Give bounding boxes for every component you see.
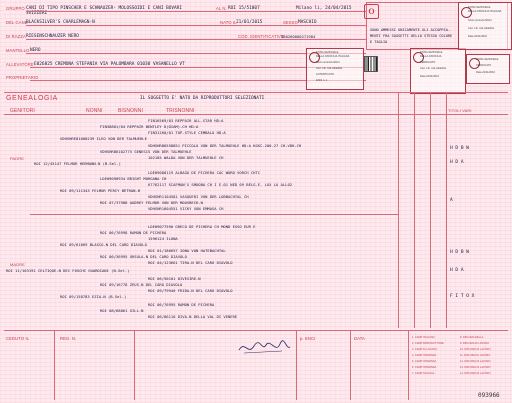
born-label: NATO IL	[220, 20, 237, 25]
title-entry: H D A	[450, 160, 464, 165]
ped-row: ROI 09/158783 EZIA-N (B.Sel.)	[60, 294, 127, 299]
ped-row: ROI 06/76995 RAMON DE PICHERA	[148, 302, 215, 307]
reg-label: AL N.	[216, 6, 227, 11]
col-great-grandparents: BISNONNI	[118, 108, 143, 114]
breeder-value: E026825 CREMONA STEFANIA VIA PALOMBARA 01030 VASANELLO VT	[34, 61, 185, 67]
ped-row: 1596124 ILONA	[148, 236, 178, 241]
ped-row: ROI 11/103191 CELTIQUE-N DEI FOSCHI GUARDIANI (B.Sel.)	[6, 268, 130, 273]
group-label: GRUPPO	[6, 6, 25, 11]
ped-row: ROI 06/36995 URSULA-N DEL CARO DIAVOLO	[100, 254, 187, 259]
col-titles: TITOLI VARI	[448, 108, 472, 113]
coat-value: NERO	[30, 47, 41, 53]
coat-label: MANTELLO	[6, 48, 30, 53]
ped-row: ROI 08/68861 GILL-N	[100, 308, 144, 313]
col-gg-grandparents: TRISNONNI	[166, 108, 195, 114]
ped-row: ROI 07/37988 AUDREY FELMOR VON DER MOOSBECK-N	[100, 200, 203, 205]
ped-row: FIN16569/03 REPPAIR ALL-STAR HD:A	[148, 118, 224, 123]
col-grandparents: NONNI	[86, 108, 103, 114]
page-number: 093966	[478, 392, 500, 399]
breed-value: RIESENSCHNAUZER NERO	[26, 33, 79, 39]
title-entry: H D B W	[450, 250, 469, 255]
reg-value: ROI 15/51807	[228, 5, 260, 11]
enci-logo: O	[364, 4, 379, 19]
ped-row: 102185 WALDA VON DER TALMUEHLE CH	[148, 155, 224, 160]
reg-n-label: REG. N.	[60, 336, 77, 341]
ped-row: VDHSHR86102775 GENESIS VON DER TALMUEHLE	[100, 149, 192, 154]
title-entry: F I T O X	[450, 294, 475, 299]
ped-row: VDHSHR1104581 VASQUERI VON DER LOBBACHTAL CH	[148, 194, 249, 199]
ped-row: ROI 09/79940 FRIDA-N DEL CARO DIAVOLO	[148, 288, 233, 293]
stamp-1: ENTE NAZIONALE DELLA CINOFILIA ITALIANA Socio onorario ENCI Cert. Lib. Cat.Addebito AUTENTICATO ENCI n. 1	[306, 48, 364, 90]
breed-label: DI RAZZA	[6, 34, 26, 39]
barcode-sticker	[364, 56, 378, 72]
title-entry: A	[450, 198, 453, 203]
ped-row: ROI 09/16778 ZEUS-N DEL CARO DIAVOLO	[100, 282, 183, 287]
id-label: COD. IDENTIFICATIVO	[238, 34, 285, 39]
owner-label: PROPRIETARIO	[6, 75, 39, 80]
ped-row: LOE09077590 GRECO DE PICHERA CH MOND ESSO EUR E	[148, 224, 256, 229]
ped-row: VDHSHR1604551 VICKY VON EMMASA CH	[148, 206, 224, 211]
ped-row: ROI 09/111343 FELMOR PERCY BETRAN-B	[60, 188, 141, 193]
ped-row: 67762117 SCAFMAN'S SMOOBA CH I E.01 NED 09 BELG.E. LUX LU ALL02	[148, 182, 293, 187]
ped-row: LOE09090934 BRIGHT MORGANA CH	[100, 176, 167, 181]
col-parents: GENITORI	[10, 108, 35, 114]
father-label: PADRE	[10, 156, 24, 161]
place-date: Milano li, 24/04/2015	[296, 5, 352, 11]
title-entry: H D B W	[450, 146, 469, 151]
ped-row: ROI 09/61669 BLASCO-N DEL CARO DIAVOLO	[60, 242, 147, 247]
enci-label: p. ENCI	[300, 336, 316, 341]
stamp-2: ENTE NAZIONALE DELLA CINOFILIA VERIFICATO Cert. Lib. Cat.Addebito Data 22/11/2016	[410, 48, 466, 94]
sex-label: SESSO	[283, 20, 298, 25]
title-entry: H D A	[450, 268, 464, 273]
mother-label: MADRE	[10, 262, 25, 267]
ped-row: FIN38801/04 REPPAIR BENTLEY D(DIAM)-CH HD:A	[100, 124, 199, 129]
ped-row: LOE09080119 ALBAGO DE PICHERA CAC WORD VORCH CHTC	[148, 170, 261, 175]
ped-row: VDHSHRE81008239 ILEO VON DER TALMUEHLE	[60, 136, 147, 141]
ped-row: FIN31260/01 TOP-STYLE CEMBALO HD:A	[148, 130, 226, 135]
director-signature	[236, 338, 292, 358]
ped-row: ROI 01/186657 IONA VON HATEBACHTAL	[148, 248, 226, 253]
note-line-2: MENTI FRA SOGGETTI DELLO STESSO COLORE	[370, 34, 453, 38]
ped-row: ROI 06/86110 DIVA-N DELLA VAL DI VENERE	[148, 314, 238, 319]
note-line-1: SONO AMMESSI UNICAMENTE GLI ACCOPPIA-	[370, 28, 451, 32]
stamp-4: ENTE NAZIONALE VERIFICATO Data 22/11/2016	[466, 54, 510, 84]
group-value: CANI DI TIPO PINSCHER E SCHNAUZER- MOLOSSOIDI E CANI BOVARI	[26, 5, 182, 11]
data-label: DATA	[354, 336, 365, 341]
note-line-3: E TAGLIA	[370, 40, 388, 44]
sex-value: MASCHIO	[298, 19, 317, 25]
born-value: 21/01/2015	[236, 19, 263, 25]
ped-row: VDHSHR86558851 PICCOLO VON DER TALMUEHLE HD:A KOSC.200.27 CH.VDH-CH	[148, 143, 302, 148]
stamp-3: ENTE NAZIONALE DELLA CINOFILIA ITALIANA Socio onorario ENCI Cert. Lib. Cat.Addebito Data 22/11/2016	[458, 2, 512, 50]
id-value: 380260000271984	[281, 33, 316, 39]
ped-row: ROI 06/76998 RAMON DE PICHERA	[100, 230, 167, 235]
ped-row: ROI 04/123661 TIRA-N DEL CARO DIAVOLO	[148, 260, 233, 265]
breeder-label: ALLEVATORE	[6, 62, 34, 67]
ped-row: ROI 12/45147 FELMOR HERMANN-N (B.Sel.)	[34, 161, 121, 166]
ped-row: ROI 06/50101 DIVESIRE-N	[148, 276, 201, 281]
dog-name-label: DEL CANE	[6, 20, 28, 25]
ceduto-label: CEDUTO IL	[6, 336, 30, 341]
pedigree-document: GRUPPO CANI DI TIPO PINSCHER E SCHNAUZER- MOLOSSOIDI E CANI BOVARI SVIZZERI AL N. ROI 15/51807 Milano li, 24/04/2015 DEL CANE BLACKSILVER'S CHARLEMAGN-N NATO IL 21/01/2015 SESSO MASCHIO DI RAZZA RIESENSCHNAUZER NERO COD. IDENTIFICATIVO 380260000271984 MANTELLO NERO ALLEVATORE E026825 CREMONA STEFANIA VIA PALOMBARA 01030 VASANELLO VT PROPRIETARIO SONO AMMESSI UNICAMENTE GLI ACCOPPIA- MENTI FRA SOGGETTI DELLO STESSO COLORE E TAGLIA O ENTE NAZIONALE DELLA CINOFILIA ITALIANA Socio onorario ENCI Cert. Lib. Cat.Addebito AUTENTICATO ENCI n. 1 ENTE NAZIONALE DELLA CINOFILIA VERIFICATO Cert. Lib. Cat.Addebito Data 22/11/2016 ENTE NAZIONALE DELLA CINOFILIA ITALIANA Socio onorario ENCI Cert. Lib. Cat.Addebito Data 22/11/2016 ENTE NAZIONALE VERIFICATO Data 22/11/2016 GENEALOGIA IL SOGGETTO E' NATO DA RIPRODUTTORI SELEZIONATI GENITORI NONNI BISNONNI TRISNONNI TITOLI VARI PADRE MADRE FIN16569/03 REPPAIR ALL-STAR HD:A FIN38801/04 REPPAIR BENTLEY D(DIAM)-CH HD:A FIN31260/01 TOP-STYLE CEMBALO HD:A VDHSHRE81008239 ILEO VON DER TALMUEHLE VDHSHR86558851 PICCOLO VON DER TALMUEHLE HD:A KOSC.200.27 CH.VDH-CH VDHSHR86102775 GENESIS VON DER TALMUEHLE 102185 WALDA VON DER TALMUEHLE CH ROI 12/45147 FELMOR HERMANN-N (B.Sel.) LOE09080119 ALBAGO DE PICHERA CAC WORD VORCH CHTC LOE09090934 BRIGHT MORGANA CH 67762117 SCAFMAN'S SMOOBA CH I E.01 NED 09 BELG.E. LUX LU ALL02 ROI 09/111343 FELMOR PERCY BETRAN-B VDHSHR1104581 VASQUERI VON DER LOBBACHTAL CH ROI 07/37988 AUDREY FELMOR VON DER MOOSBECK-N VDHSHR1604551 VICKY VON EMMASA CH LOE09077590 GRECO DE PICHERA CH MOND ESSO EUR E ROI 06/76998 RAMON DE PICHERA 1596124 ILONA ROI 09/61669 BLASCO-N DEL CARO DIAVOLO ROI 01/186657 IONA VON HATEBACHTAL ROI 06/36995 URSULA-N DEL CARO DIAVOLO ROI 04/123661 TIRA-N DEL CARO DIAVOLO ROI 11/103191 CELTIQUE-N DEI FOSCHI GUARDIANI (B.Sel.) ROI 06/50101 DIVESIRE-N ROI 09/16778 ZEUS-N DEL CARO DIAVOLO ROI 09/79940 FRIDA-N DEL CARO DIAVOLO ROI 09/158783 EZIA-N (B.Sel.) ROI 06/76995 RAMON DE PICHERA ROI 08/68861 GILL-N ROI 06/86110 DIVA-N DELLA VAL DI VENERE H D B W H D A A H D B W H D A F I T O X CEDUTO IL REG. N. p. ENCI DATA 1. CAMP ITALIANO 2. CAMP RIPRODUTTORE 3. CAMP DI LAVORO 4. CAMP INTERNAZ. 5. CAMP INTERNAZ. 6. CAMP INTERNAZ. 7. CAMP SOCIALE 8. DIPLOMA DELLA 9. DIPLOMA DI LAVORO 10. DIPLOMA DI LAVORO 11. DIPLOMA DI LAVORO 12. DIPLOMA DI LAVORO 13. DIPLOMA DI LAVORO 14. DIPLOMA DI LAVORO 093966	[0, 0, 512, 403]
genealogy-notice: IL SOGGETTO E' NATO DA RIPRODUTTORI SELEZIONATI	[140, 96, 265, 101]
genealogy-title: GENEALOGIA	[6, 95, 58, 102]
dog-name: BLACKSILVER'S CHARLEMAGN-N	[26, 19, 95, 25]
group-value-2: SVIZZERI	[26, 11, 48, 16]
